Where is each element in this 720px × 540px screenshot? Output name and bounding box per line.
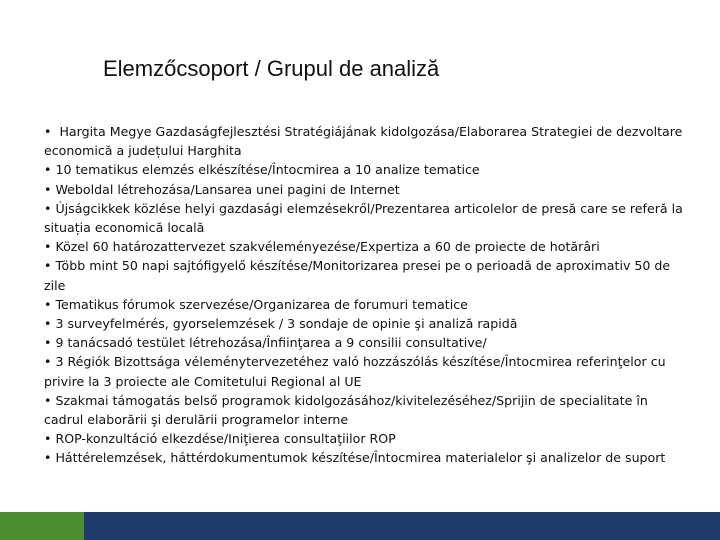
list-item-text: 10 tematikus elemzés elkészítése/Întocmirea a 10 analize tematice xyxy=(55,162,480,178)
bullet-icon: • xyxy=(44,450,52,466)
list-item-text: Hargita Megye Gazdaságfejlesztési Stratégiájának kidolgozása/Elaborarea Strategiei de dezvoltare economică a județului Harghita xyxy=(44,124,683,159)
bullet-icon: • xyxy=(44,162,52,178)
list-item-text: Tematikus fórumok szervezése/Organizarea de forumuri tematice xyxy=(55,296,468,312)
list-item-text: Több mint 50 napi sajtófigyelő készítése/Monitorizarea presei pe o perioadă de aproximativ 50 de zile xyxy=(44,258,671,293)
list-item-text: Weboldal létrehozása/Lansarea unei pagini de Internet xyxy=(55,181,400,197)
list-item xyxy=(44,352,684,390)
bullet-icon: • xyxy=(44,335,52,351)
list-item-text: 3 surveyfelmérés, gyorselemzések / 3 sondaje de opinie şi analiză rapidă xyxy=(55,316,518,332)
bullet-list xyxy=(44,122,684,468)
bullet-icon: • xyxy=(44,431,52,447)
list-item xyxy=(44,180,684,199)
bullet-icon: • xyxy=(44,258,52,274)
list-item xyxy=(44,333,684,352)
footer-bar xyxy=(0,512,720,540)
list-item-text: ROP-konzultáció elkezdése/Iniţierea consultaţiilor ROP xyxy=(55,431,396,447)
bullet-icon: • xyxy=(44,354,52,370)
list-item-text: Háttérelemzések, háttérdokumentumok készítése/Întocmirea materialelor şi analizelor de suport xyxy=(55,450,666,466)
list-item-text: 3 Régiók Bizottsága véleménytervezetéhez való hozzászólás készítése/Întocmirea referinţelor cu privire la 3 proiecte ale Comitetului Regional al UE xyxy=(44,354,666,389)
list-item-text: Újságcikkek közlése helyi gazdasági elemzésekről/Prezentarea articolelor de presă care se referă la situația economică locală xyxy=(44,200,683,236)
bullet-icon: • xyxy=(44,392,52,408)
bullet-icon: • xyxy=(44,181,52,197)
bullet-icon: • xyxy=(44,124,52,139)
list-item xyxy=(44,295,684,314)
footer-blue-block xyxy=(84,512,720,540)
list-item-text: Közel 60 határozattervezet szakvéleményezése/Expertiza a 60 de proiecte de hotărâri xyxy=(55,239,600,255)
list-item xyxy=(44,199,684,237)
bullet-icon: • xyxy=(44,200,52,216)
list-item xyxy=(44,256,684,294)
list-item xyxy=(44,429,684,448)
list-item xyxy=(44,391,684,429)
bullet-icon: • xyxy=(44,296,52,312)
list-item xyxy=(44,122,684,160)
list-item xyxy=(44,448,684,467)
footer-green-block xyxy=(0,512,84,540)
list-item-text: Szakmai támogatás belső programok kidolgozásához/kivitelezéséhez/Sprijin de specialitate în cadrul elaborării şi derulării programelor interne xyxy=(44,392,648,428)
slide-title: Elemzőcsoport / Grupul de analiză xyxy=(103,56,440,81)
bullet-icon: • xyxy=(44,239,52,255)
list-item xyxy=(44,160,684,179)
list-item xyxy=(44,314,684,333)
bullet-icon: • xyxy=(44,316,52,332)
list-item xyxy=(44,237,684,256)
list-item-text: 9 tanácsadó testület létrehozása/Înfiinţarea a 9 consilii consultative/ xyxy=(55,335,487,351)
